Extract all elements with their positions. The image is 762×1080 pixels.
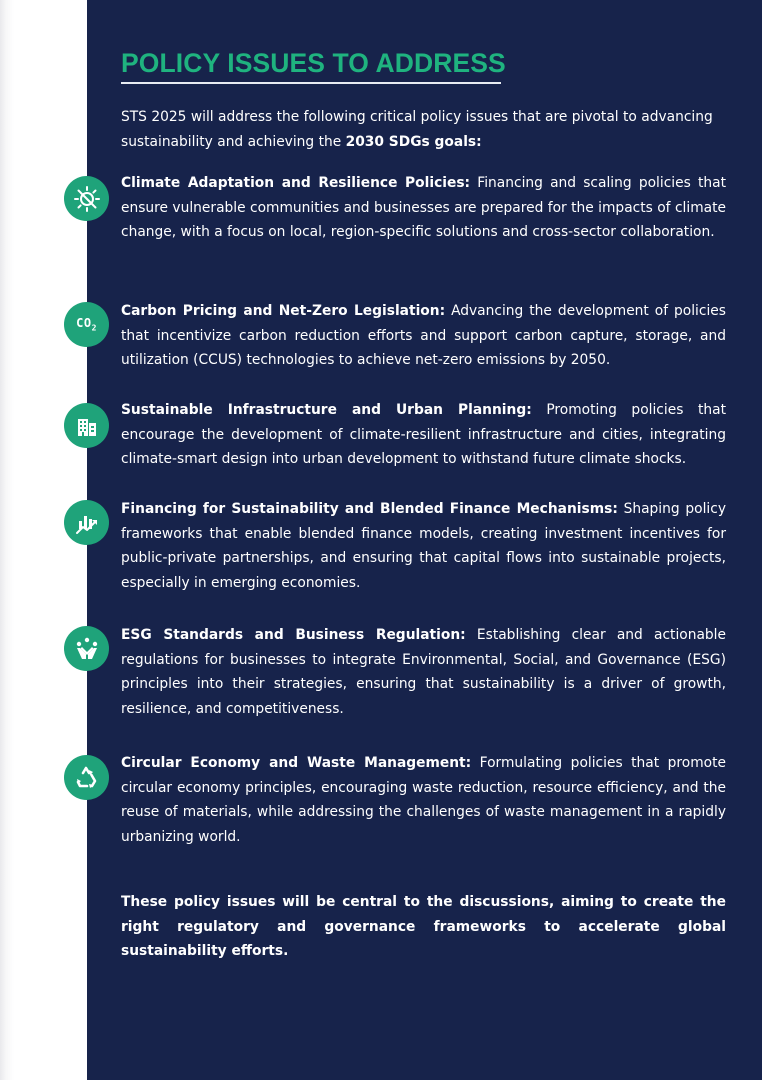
closing-statement: These policy issues will be central to the discussions, aiming to create the right regulatory and governance frameworks to accelerate global sustainability efforts. — [121, 894, 726, 959]
policy-body: Advancing the development of policies that incentivize carbon reduction efforts and support carbon capture, storage, and utilization (CCUS) technologies to achieve net-zero emissions by 2050. — [121, 303, 726, 368]
policy-item — [121, 623, 726, 721]
policy-body: Promoting policies that encourage the development of climate-resilient infrastructure and cities, integrating climate-smart design into urban development to withstand future climate shocks. — [121, 402, 726, 467]
intro-paragraph — [121, 105, 727, 154]
buildings-icon — [64, 403, 109, 448]
recycle-icon — [64, 755, 109, 800]
page-title: POLICY ISSUES TO ADDRESS — [121, 48, 506, 78]
title-underline — [121, 82, 501, 84]
intro-text: STS 2025 will address the following critical policy issues that are pivotal to advancing sustainability and achieving the — [121, 109, 713, 150]
policy-item — [121, 398, 726, 472]
finance-growth-icon — [64, 500, 109, 545]
policy-item — [121, 497, 726, 595]
policy-body: Financing and scaling policies that ensure vulnerable communities and businesses are prepared for the impacts of climate change, with a focus on local, region-specific solutions and cross-sector collaboration. — [121, 175, 726, 240]
co2-icon-label: $CO_2$ — [76, 316, 97, 333]
policy-item — [121, 171, 726, 245]
policy-heading: Carbon Pricing and Net-Zero Legislation: — [121, 303, 446, 319]
policy-body: Establishing clear and actionable regulations for businesses to integrate Environmental, Social, and Governance (ESG) principles into their strategies, ensuring that sustainability is a driver of growth, resilience, and competitiveness. — [121, 627, 726, 717]
policy-item — [121, 299, 726, 373]
policy-body: Formulating policies that promote circular economy principles, encouraging waste reduction, resource efficiency, and the reuse of materials, while addressing the challenges of waste management in a rapidly urbanizing world. — [121, 755, 726, 845]
policy-heading: Circular Economy and Waste Management: — [121, 755, 472, 771]
policy-heading: Sustainable Infrastructure and Urban Planning: — [121, 402, 532, 418]
esg-people-icon — [64, 626, 109, 671]
intro-bold-text: 2030 SDGs goals: — [345, 133, 482, 150]
policy-body: Shaping policy frameworks that enable blended finance models, creating investment incentives for public-private partnerships, and ensuring that capital flows into sustainable projects, especially in emerging economies. — [121, 501, 727, 591]
climate-adaptation-icon — [64, 176, 109, 221]
co2-icon — [64, 302, 109, 347]
policy-heading: Financing for Sustainability and Blended Finance Mechanisms: — [121, 501, 618, 517]
policy-heading: ESG Standards and Business Regulation: — [121, 627, 466, 643]
policy-item — [121, 751, 726, 849]
policy-heading: Climate Adaptation and Resilience Policies: — [121, 175, 471, 191]
